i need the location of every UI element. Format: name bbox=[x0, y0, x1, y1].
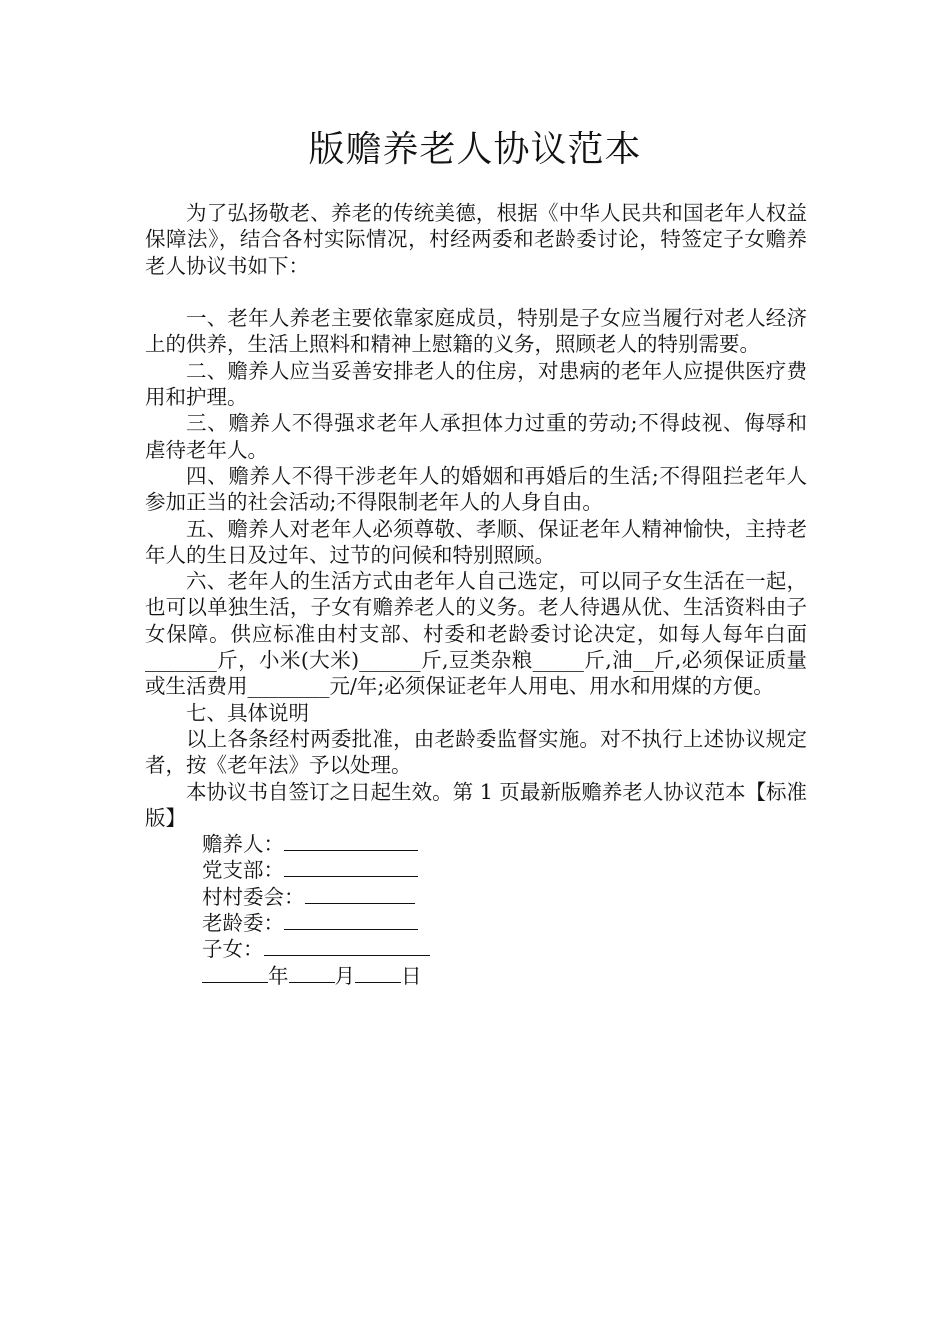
signature-village-committee-label: 村村委会： bbox=[202, 884, 305, 909]
signature-party-branch-label: 党支部： bbox=[202, 858, 284, 883]
paragraph-spacer bbox=[145, 279, 807, 305]
date-year-blank bbox=[202, 964, 268, 983]
signature-village-committee bbox=[202, 884, 807, 910]
document-title: 版赡养老人协议范本 bbox=[308, 129, 642, 170]
date-month-blank bbox=[289, 964, 335, 983]
signature-aging-committee-label: 老龄委： bbox=[202, 911, 284, 936]
clause-6: 六、老年人的生活方式由老年人自己选定，可以同子女生活在一起，也可以单独生活，子女有赡养老人的义务。老人待遇从优、生活资料由子女保障。供应标准由村支部、村委和老龄委讨论决定，如每人每年白面_______斤，小米(大米)______斤,豆类杂粮_____斤,油__斤,必须保证质量或生活费用________元/年;必须保证老年人用电、用水和用煤的方便。 bbox=[145, 569, 807, 699]
signature-aging-committee bbox=[202, 910, 807, 936]
date-day-label: 日 bbox=[401, 963, 422, 988]
date-day-blank bbox=[355, 964, 401, 983]
signature-block bbox=[202, 831, 807, 989]
signature-supporter-blank bbox=[284, 832, 418, 851]
signature-children-blank bbox=[264, 937, 430, 956]
signature-date bbox=[202, 963, 807, 989]
clause-1: 一、老年人养老主要依靠家庭成员，特别是子女应当履行对老人经济上的供养，生活上照料和精神上慰籍的义务，照顾老人的特别需要。 bbox=[145, 306, 807, 357]
date-month-label: 月 bbox=[334, 963, 355, 988]
signature-party-branch bbox=[202, 857, 807, 883]
clause-2: 二、赡养人应当妥善安排老人的住房，对患病的老年人应提供医疗费用和护理。 bbox=[145, 358, 807, 410]
signature-children-label: 子女： bbox=[202, 937, 264, 962]
clause-5: 五、赡养人对老年人必须尊敬、孝顺、保证老年人精神愉快，主持老年人的生日及过年、过节的问候和特别照顾。 bbox=[145, 516, 807, 567]
supervision-paragraph: 以上各条经村两委批准，由老龄委监督实施。对不执行上述协议规定者，按《老年法》予以处理。 bbox=[145, 726, 807, 778]
date-year-label: 年 bbox=[268, 963, 289, 988]
document-body bbox=[145, 200, 807, 989]
effective-paragraph: 本协议书自签订之日起生效。第 1 页最新版赡养老人协议范本【标准版】 bbox=[145, 779, 807, 830]
clause-4: 四、赡养人不得干涉老年人的婚姻和再婚后的生活;不得阻拦老年人参加正当的社会活动;不得限制老年人的人身自由。 bbox=[145, 463, 807, 515]
signature-village-committee-blank bbox=[305, 885, 415, 904]
intro-paragraph: 为了弘扬敬老、养老的传统美德，根据《中华人民共和国老年人权益保障法》，结合各村实际情况，村经两委和老龄委讨论，特签定子女赡养老人协议书如下： bbox=[145, 201, 807, 278]
clause-3: 三、赡养人不得强求老年人承担体力过重的劳动;不得歧视、侮辱和虐待老年人。 bbox=[145, 411, 807, 462]
signature-aging-committee-blank bbox=[284, 911, 418, 930]
signature-children bbox=[202, 936, 807, 962]
signature-party-branch-blank bbox=[284, 858, 418, 877]
signature-supporter-label: 赡养人： bbox=[202, 832, 284, 857]
clause-7: 七、具体说明 bbox=[186, 700, 309, 725]
signature-supporter bbox=[202, 831, 807, 857]
